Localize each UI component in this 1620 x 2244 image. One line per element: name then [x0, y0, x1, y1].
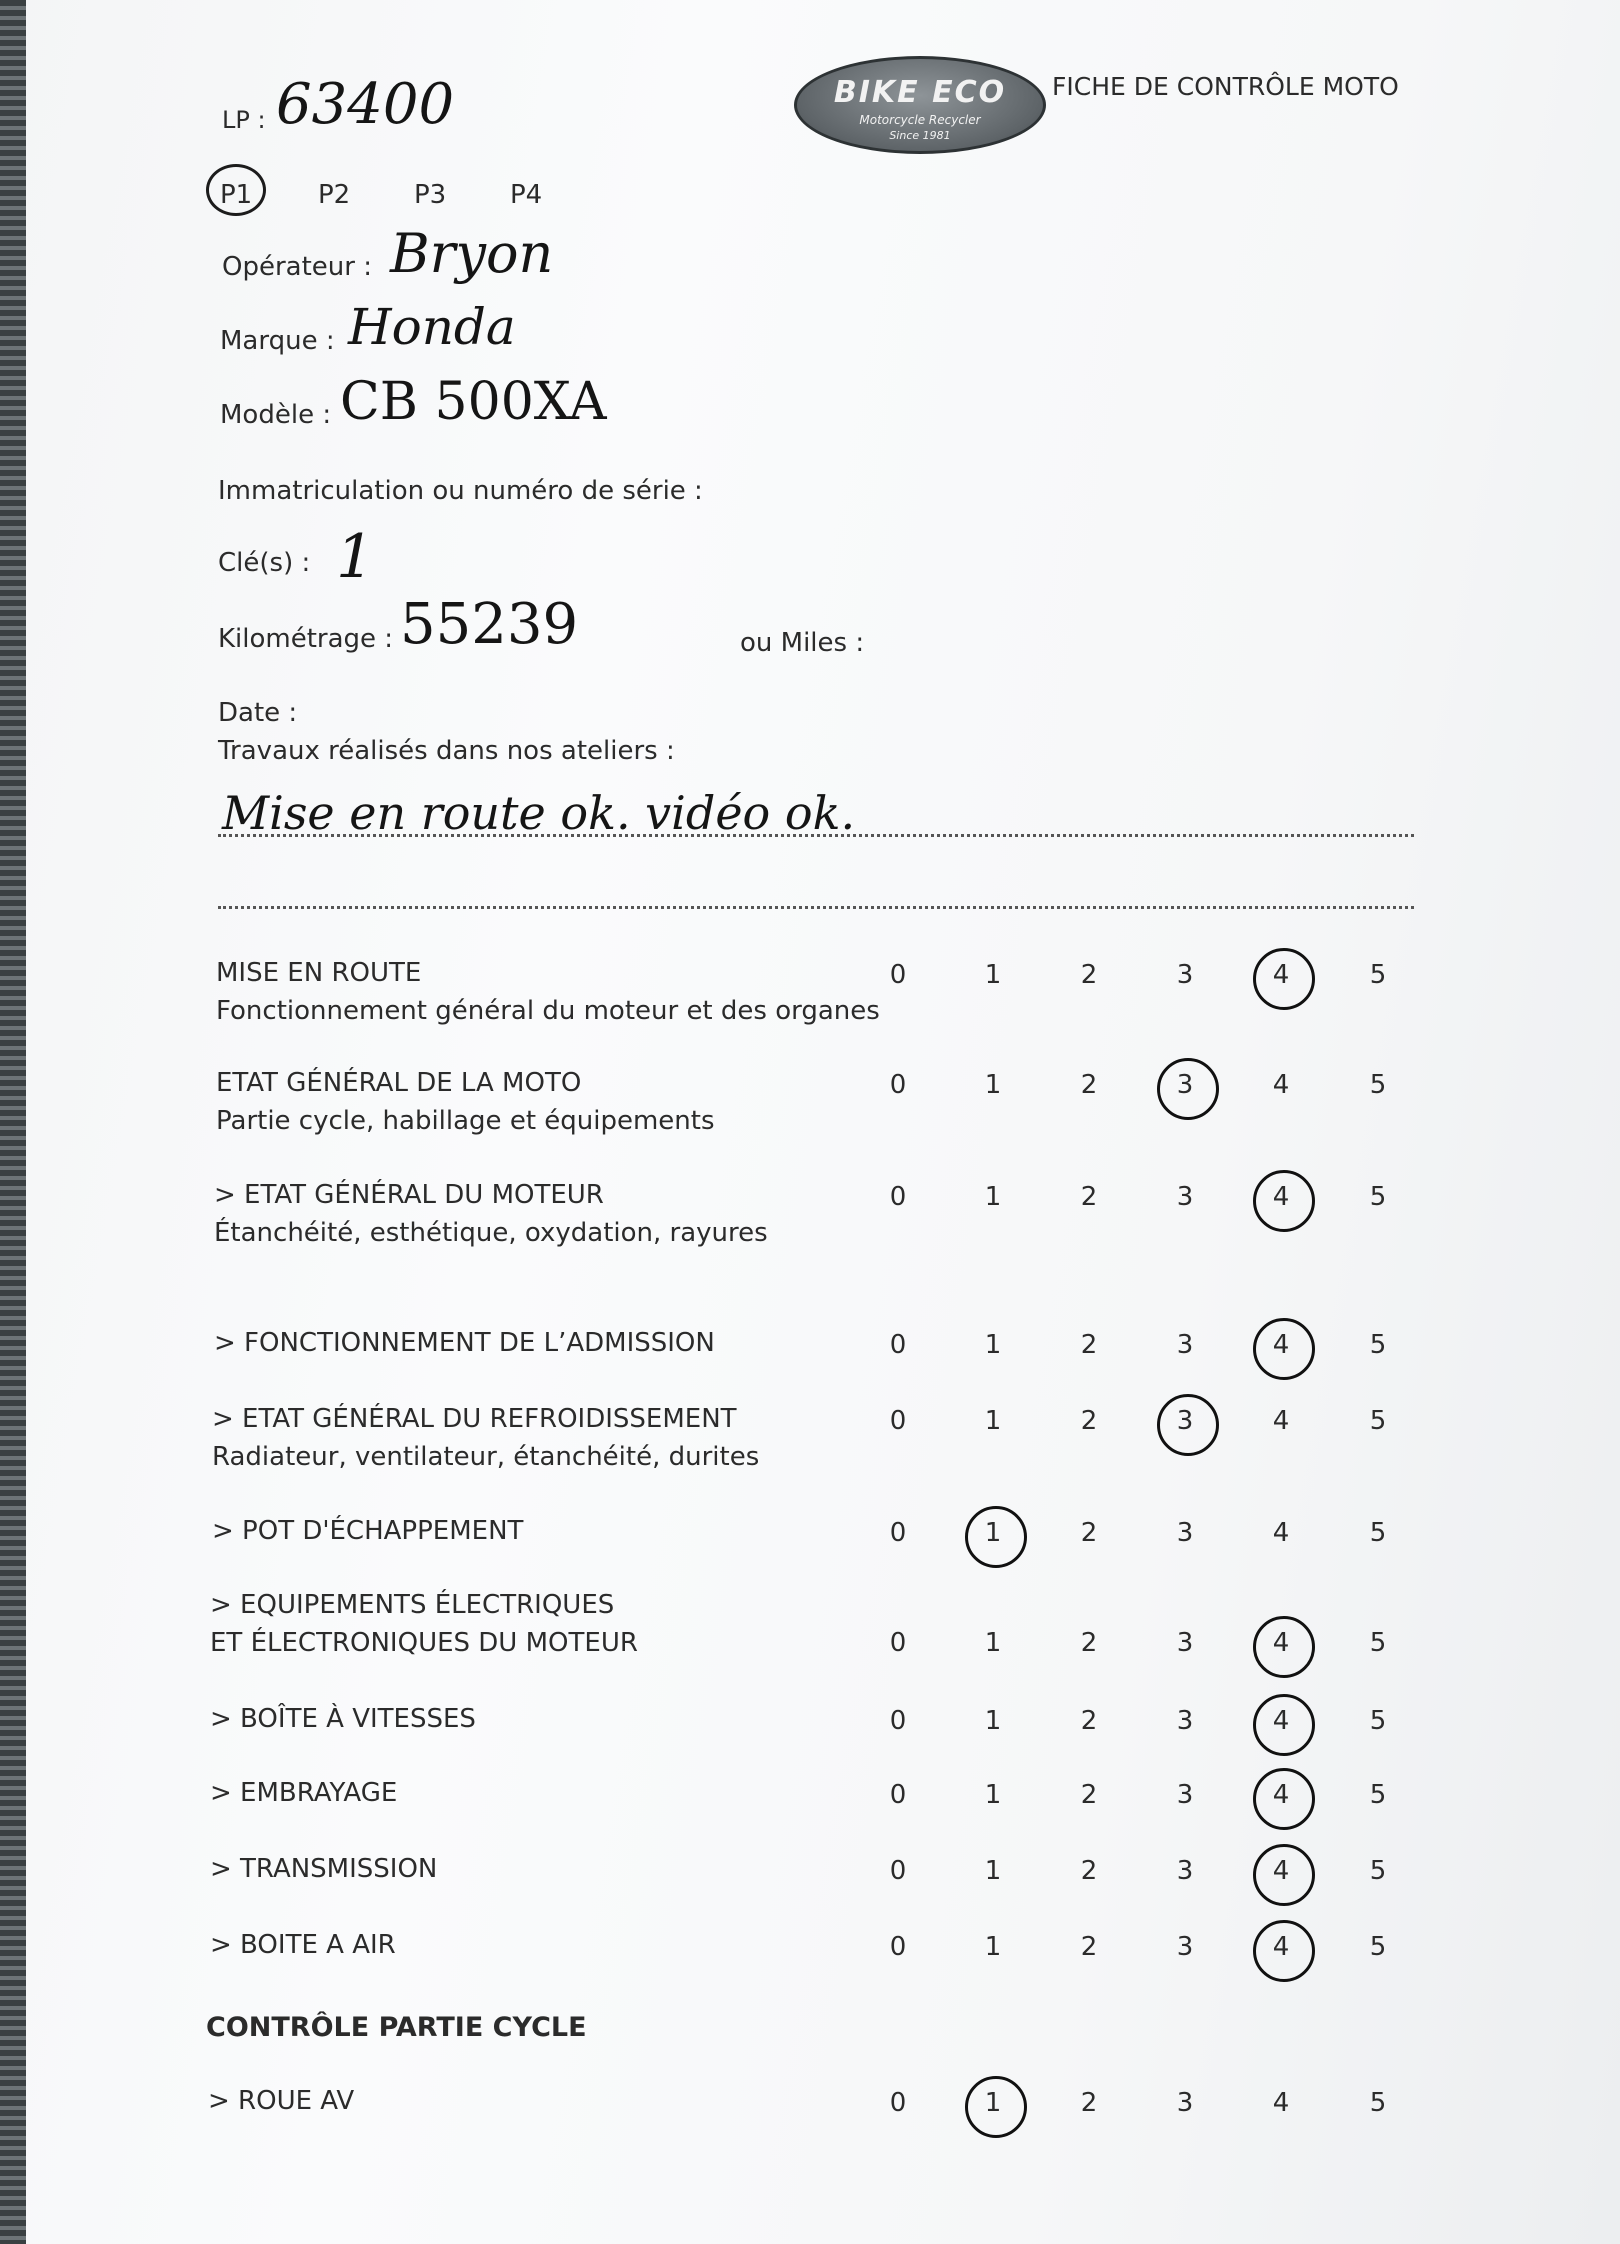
- selected-score-circle: [1253, 1170, 1315, 1232]
- score-option-4: 4: [1272, 1406, 1290, 1436]
- position-p2: P2: [318, 180, 351, 210]
- score-option-1: 1: [984, 1780, 1002, 1810]
- lp-label: LP :: [222, 106, 266, 134]
- score-option-1: 1: [984, 1628, 1002, 1658]
- score-option-0: 0: [889, 1932, 907, 1962]
- criterion-title: > BOÎTE À VITESSES: [210, 1704, 476, 1734]
- score-option-0: 0: [889, 1856, 907, 1886]
- score-option-5: 5: [1369, 1628, 1387, 1658]
- position-p1: P1: [220, 180, 253, 210]
- score-option-2: 2: [1080, 1706, 1098, 1736]
- criterion-title: > POT D'ÉCHAPPEMENT: [212, 1516, 524, 1546]
- criterion-title: > EQUIPEMENTS ÉLECTRIQUES: [210, 1590, 615, 1620]
- score-option-3: 3: [1176, 1856, 1194, 1886]
- bike-eco-logo: [794, 56, 1046, 154]
- score-option-3: 3: [1176, 1706, 1194, 1736]
- score-option-3: 3: [1176, 1780, 1194, 1810]
- score-option-3: 3: [1176, 1628, 1194, 1658]
- logo-brand: BIKE ECO: [833, 75, 1007, 110]
- score-option-4: 4: [1272, 1070, 1290, 1100]
- score-option-2: 2: [1080, 1330, 1098, 1360]
- score-option-4: 4: [1272, 1628, 1290, 1658]
- score-option-0: 0: [889, 1628, 907, 1658]
- score-option-3: 3: [1176, 1932, 1194, 1962]
- selected-score-circle: [1157, 1394, 1219, 1456]
- selected-score-circle: [965, 1506, 1027, 1568]
- score-option-1: 1: [984, 1406, 1002, 1436]
- operateur-value: Bryon: [390, 222, 554, 285]
- selected-score-circle: [1157, 1058, 1219, 1120]
- score-option-0: 0: [889, 1330, 907, 1360]
- score-option-4: 4: [1272, 1780, 1290, 1810]
- position-p3: P3: [414, 180, 447, 210]
- logo-subtitle: Motorcycle Recycler: [859, 113, 981, 127]
- score-option-0: 0: [889, 1518, 907, 1548]
- score-option-1: 1: [984, 1706, 1002, 1736]
- marque-label: Marque :: [220, 326, 335, 356]
- criterion-title: > EMBRAYAGE: [210, 1778, 398, 1808]
- logo-since: Since 1981: [889, 129, 951, 142]
- operateur-label: Opérateur :: [222, 252, 372, 282]
- score-option-4: 4: [1272, 1330, 1290, 1360]
- score-option-2: 2: [1080, 1518, 1098, 1548]
- criterion-subtitle: Fonctionnement général du moteur et des organes: [216, 996, 880, 1026]
- score-option-2: 2: [1080, 1932, 1098, 1962]
- travaux-line-2: [218, 906, 1414, 909]
- date-label: Date :: [218, 698, 298, 728]
- score-option-4: 4: [1272, 960, 1290, 990]
- kilometrage-value: 55239: [400, 592, 579, 657]
- score-option-3: 3: [1176, 1330, 1194, 1360]
- score-option-5: 5: [1369, 1070, 1387, 1100]
- section-cycle-title: CONTRÔLE PARTIE CYCLE: [206, 2012, 587, 2043]
- score-option-4: 4: [1272, 1182, 1290, 1212]
- score-option-0: 0: [889, 1182, 907, 1212]
- score-option-1: 1: [984, 1330, 1002, 1360]
- score-option-5: 5: [1369, 1330, 1387, 1360]
- selected-score-circle: [1253, 1768, 1315, 1830]
- lp-value: 63400: [276, 72, 455, 137]
- criterion-title: > TRANSMISSION: [210, 1854, 438, 1884]
- score-option-5: 5: [1369, 1932, 1387, 1962]
- score-option-1: 1: [984, 2088, 1002, 2118]
- position-p4: P4: [510, 180, 543, 210]
- selected-score-circle: [1253, 1318, 1315, 1380]
- score-option-5: 5: [1369, 2088, 1387, 2118]
- selected-score-circle: [1253, 1694, 1315, 1756]
- score-option-4: 4: [1272, 1518, 1290, 1548]
- score-option-4: 4: [1272, 2088, 1290, 2118]
- score-option-1: 1: [984, 960, 1002, 990]
- score-option-2: 2: [1080, 2088, 1098, 2118]
- score-option-3: 3: [1176, 2088, 1194, 2118]
- binder-edge: [0, 0, 26, 2244]
- modele-label: Modèle :: [220, 400, 332, 430]
- score-option-0: 0: [889, 1406, 907, 1436]
- criterion-subtitle: Étanchéité, esthétique, oxydation, rayures: [214, 1218, 768, 1248]
- criterion-title: > ROUE AV: [208, 2086, 355, 2116]
- score-option-4: 4: [1272, 1932, 1290, 1962]
- score-option-5: 5: [1369, 960, 1387, 990]
- score-option-1: 1: [984, 1518, 1002, 1548]
- score-option-5: 5: [1369, 1406, 1387, 1436]
- selected-score-circle: [1253, 948, 1315, 1010]
- sheet-title: FICHE DE CONTRÔLE MOTO: [1052, 72, 1399, 101]
- criterion-title: MISE EN ROUTE: [216, 958, 422, 988]
- score-option-5: 5: [1369, 1182, 1387, 1212]
- score-option-1: 1: [984, 1932, 1002, 1962]
- criterion-title: > BOITE A AIR: [210, 1930, 396, 1960]
- score-option-2: 2: [1080, 1856, 1098, 1886]
- score-option-5: 5: [1369, 1706, 1387, 1736]
- travaux-line-1: [218, 834, 1414, 837]
- miles-label: ou Miles :: [740, 628, 865, 658]
- score-option-0: 0: [889, 1706, 907, 1736]
- criterion-subtitle: Partie cycle, habillage et équipements: [216, 1106, 715, 1136]
- score-option-2: 2: [1080, 1406, 1098, 1436]
- score-option-3: 3: [1176, 1518, 1194, 1548]
- score-option-5: 5: [1369, 1518, 1387, 1548]
- score-option-2: 2: [1080, 960, 1098, 990]
- selected-score-circle: [1253, 1844, 1315, 1906]
- cles-label: Clé(s) :: [218, 548, 311, 578]
- score-option-1: 1: [984, 1070, 1002, 1100]
- selected-score-circle: [1253, 1616, 1315, 1678]
- travaux-label: Travaux réalisés dans nos ateliers :: [218, 736, 675, 766]
- kilometrage-label: Kilométrage :: [218, 624, 394, 654]
- score-option-1: 1: [984, 1182, 1002, 1212]
- score-option-3: 3: [1176, 960, 1194, 990]
- selected-score-circle: [1253, 1920, 1315, 1982]
- score-option-1: 1: [984, 1856, 1002, 1886]
- modele-value: CB 500XA: [340, 372, 607, 432]
- score-option-2: 2: [1080, 1780, 1098, 1810]
- score-option-2: 2: [1080, 1628, 1098, 1658]
- criterion-title: > ETAT GÉNÉRAL DU MOTEUR: [214, 1180, 604, 1210]
- immatriculation-label: Immatriculation ou numéro de série :: [218, 476, 703, 506]
- criterion-title: > FONCTIONNEMENT DE L’ADMISSION: [214, 1328, 715, 1358]
- score-option-0: 0: [889, 1780, 907, 1810]
- travaux-value: Mise en route ok. vidéo ok.: [222, 786, 856, 840]
- marque-value: Honda: [348, 298, 516, 356]
- score-option-0: 0: [889, 1070, 907, 1100]
- score-option-0: 0: [889, 2088, 907, 2118]
- score-option-3: 3: [1176, 1406, 1194, 1436]
- criterion-title: > ETAT GÉNÉRAL DU REFROIDISSEMENT: [212, 1404, 737, 1434]
- score-option-2: 2: [1080, 1182, 1098, 1212]
- selected-score-circle: [965, 2076, 1027, 2138]
- criterion-title: ETAT GÉNÉRAL DE LA MOTO: [216, 1068, 582, 1098]
- score-option-5: 5: [1369, 1856, 1387, 1886]
- score-option-3: 3: [1176, 1182, 1194, 1212]
- score-option-2: 2: [1080, 1070, 1098, 1100]
- cles-value: 1: [336, 522, 375, 592]
- score-option-4: 4: [1272, 1706, 1290, 1736]
- score-option-4: 4: [1272, 1856, 1290, 1886]
- score-option-0: 0: [889, 960, 907, 990]
- criterion-subtitle: ET ÉLECTRONIQUES DU MOTEUR: [210, 1628, 638, 1658]
- score-option-3: 3: [1176, 1070, 1194, 1100]
- criterion-subtitle: Radiateur, ventilateur, étanchéité, durites: [212, 1442, 760, 1472]
- score-option-5: 5: [1369, 1780, 1387, 1810]
